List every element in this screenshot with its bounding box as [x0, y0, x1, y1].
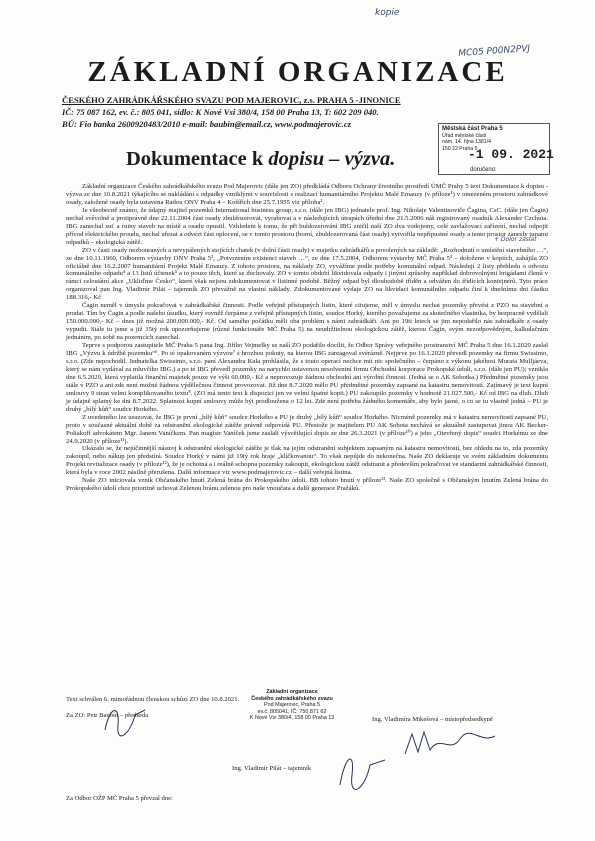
signature-label-office: Za Odbor OŽP MČ Praha 5 převzal dne:	[66, 795, 173, 802]
org-stamp-line-3: Pod Majerovic, Praha 5	[263, 702, 321, 708]
handwritten-kopie: kopie	[375, 8, 400, 18]
letterhead-line-2: IČ: 75 087 162, ev. č.: 805 041, sídlo: K Nové Vsi 380/4, 158 00 Praha 13, T: 602 209 040.	[62, 107, 379, 117]
paragraph: Základní organizace Českého zahrádkářského svazu Pod Majerovic (dále jen ZO) předkládá Odboru Ochrany životního prostředí ÚMČ Prahy 5 text Dokumentace k dopisu - výzva ze dne 10.8.2021 týkajícího se nakládání s odpadky vzniklými v souvislosti s realizací humanitárního Projektu Malé Emauzy (v příloze¹) v omezeném prostoru zahrádkové osady, založené osady byla ustavena Radou ONV Praha 4 – Košířích dne 25.7.1955 viz příloha².	[66, 183, 548, 206]
letterhead-line-3: BÚ: Fio banka 2600920483/2010 e-mail: baubin@email.cz, www.podmajerovic.cz	[62, 119, 351, 129]
intake-stamp-line-2: Úřad městské části	[442, 132, 487, 139]
org-stamp-line-4: ev.č. 805041, IČ: 750 871 62	[257, 708, 327, 715]
intake-stamp-line-1: Městská část Praha 5	[442, 126, 503, 132]
secretary-signature	[330, 745, 390, 795]
approval-note: Text schválen 6. mimořádnou členskou schůzí ZO dne 10.8.2021.	[66, 696, 240, 703]
org-stamp-line-5: K Nové Vsi 380/4, 158 00 Praha 13	[249, 715, 335, 721]
vice-chair-signature	[400, 724, 500, 764]
intake-stamp-date: -1 09. 2021	[468, 147, 554, 162]
signature-label-chairman: Za ZO: Petr Baubín – předseda	[66, 712, 149, 719]
org-stamp-line-2: Českého zahrádkářského svazu	[251, 695, 333, 702]
intake-stamp-line-4: 150 22 Praha 5	[442, 145, 478, 152]
paragraph: Čagin neměl v úmyslu pokračovat v zahrádkářské činnosti. Podle veřejně přístupných listin, které citujeme, měl v úmyslu nechat pozemky převést z PZO na stavební a prodat. Tím by Čagin a podle našeho úsudku, který rovněž čerpáme z veřejně přístupných listin, soudce Horký, kterého považujeme za skutečného vlastníka, by bezpracně vydělali 150.000.000,- Kč – dnes již možná 200.000.000,- Kč. Od samého počátku měli oba problém s námi zahrádkáři. Ani po 19ti letech se jim nepodařilo nás zahrádkáře z osady vypudit. Stále tu jsme a již 15tý rok upozorňujeme (různé funkcionáře MČ Praha 5) na neudržitelnou ekologickou zátěž, kterou Čagin, svým nezodpovědným, kalkulačním jednáním, po sobě na pozemcích zanechal.	[66, 302, 548, 342]
organization-title: ZÁKLADNÍ ORGANIZACE	[87, 56, 508, 88]
handwritten-reference: MC05 P00N2PVJ	[458, 43, 531, 59]
paragraph: Naše ZO iniciovala vznik Občanského hnutí Zelená brána do Prokopského údolí. BB tohoto hnutí v příloze¹³. Naše ZO společně s Občanským hnutím Zelená brána do Prokopského údolí chce prioritně uchovat Zelenou bránu zelenou pro naše vnoučata a další generace Pražáků.	[66, 477, 548, 493]
intake-stamp-received: doručeno:	[470, 167, 497, 173]
document-title	[126, 148, 395, 171]
paragraph: ZO v části osady nezbouraných a nevypálených stojících chatek (v dolní části osady) v majetku zahrádkářů a povolených na základě: „Rozhodnutí o umístění stavebního …“, ze dne 10.11.1960, Odborem výstavby ONV Praha 5², „Potvrzením existenci staveb …“, ze dne 17.5.2004, Odborem výstavby MČ Praha 5³ – doloženo v kopiích, zahájila ZO oficiálně dne 16.2.2007 humanitární Projekt Malé Emauzy. Z tohoto prostoru, na náklady ZO, vyvážíme podle potřeby komunální odpad. Následují 2 listy přehledu o odvozu komunálního odpadu⁴ a 13 listů účtenek⁵ a to pouze těch, které se dochovaly. ZO v tomto období likvidovala odpady i jinými způsoby například dobrovolnými brigádami členů v rámci celostátní akce „Ukliďme Česko“, které však nejsou zdokumentovat v listinné podobě. Běžný odpad byl dlouhodobě tříděn a odvážen do třídících kontejnerů. Tyto práce organizoval pan Ing. Vladimír Pilát – tajemník ZO převážně na vlastní náklady. Zdokumentované výdaje ZO na likvidaci komunálního odpadu činí k dnešnímu dni částku 188.316,- Kč	[66, 246, 548, 302]
signature-label-vice-chair: Ing. Vladimíra Mikešová – místopředsedkyně	[372, 716, 493, 723]
handwritten-note: + Dolor zaslat	[494, 236, 537, 243]
organization-stamp	[232, 689, 352, 722]
letterhead-line-1: ČESKÉHO ZAHRÁDKÁŘSKÉHO SVAZU POD MAJEROVIC, z.s. PRAHA 5 -JINONICE	[62, 95, 401, 105]
paragraph: Teprve s podporou zastupitele MČ Praha 5 pana Ing. Jiřího Vejmelky se naší ZO podařilo docílit, že Odbor Správy veřejného prostranství MČ Praha 5 dne 16.1.2020 zaslal IBG „Výzvu k údržbě pozemku“⁶. Po té opakovaném výzvou⁷ s hrozbou pokuty, na kterou IBG zareagoval svérázně. Nejprve po 16.1.2020 převedl pozemky na firmu Swissimo, s.r.o. (Zde nepochodil. Jednatelka Swissimo, s.r.o. paní Alexandra Kala prohlásila, že s touto operací nechce mít nic společného – čerpáno z výkonu jakéhosi Murata Mulljáeva, který se nám vydával za mluvčího IBG.) a po té IBG převedl pozemky na narychlo ustavenou nesolventní firmu Obchodní korporace Prokopské údolí, s.r.o. (dále jen PU); vznikla dne 6.5.2020, která vyplatila finanční majetek pouze ve výši 60.000,- Kč a neprovozuje žádnou obchodní ani výrobní činnost. (Jedná se o AK Sobotka.) Předmětné pozemky jsou stále v PZO a ani zde není možné žádnou výdělečnou činnost provozovat. Již dne 8.7.2020 mělo PU předmětné pozemky zapsané na katastru nemovitostí. Zajímavý je text kupní smlouvy 9 stran velmi komplikovaného textu⁸. (ZO má tento text k dispozici jen ve velmi špatné kopii.) PU zakoupilo pozemky v hodnotě 21.027.500,- Kč od IBG na dluh. Dluh je údajně splatný ke dni 8.7.2022. Splatnost kupní smlouvy může být prodloužena o 12 let. Zde není potřeba žádného komentáře, aby bylo jasné, o co se tu vlastně jedná – PU je druhý „bílý kůň“ soudce Horkého.	[66, 342, 548, 413]
document-title-italic: dopisu – výzva.	[268, 148, 396, 170]
paragraph: Je všeobecně známo, že údajný majitel pozemků International business group, s.r.o. (dále jen IBG) jednatele prof. Ing. Nikolaje Valentinoviče Čagina, CsC. (dále jen Čagin) nechal svévolně a protiprávně dne 22.11.2004 část osady zbuldozerovat, vyrabovat a v následujících útrapách úřední dne 21.5.2006 náš registrovaný osadník Alexander Czchuta. IBG zanechal suť a ruiny staveb na místě a osadu opustil. Vzhledem k tomu, že při buldozerování IBG zničil naší ZO dva vodojemy, celé zavlažovací zařízení, nechal odpojit přívod elektrického proudu, nechal uřezat a odvézt část oplocení, se v tomto prostoru (borní, zbuldozerovaná část osady) vytvořila nepřípustné osady a tento prostor zanesly tunami odpadků – ekologická zátěž.	[66, 206, 548, 246]
paragraph: Ukázalo se, že nejúčinnější nástroj k odstranění ekologické zátěže je tlak na jejím odstranění subjektem zapsaným na katastru nemovitostí, bez ohledu na to, zda pozemky zakoupil, nebo nákup jen předstírá. Soudce Horký v námi již 19tý rok hraje „klíčkovanou“. To však nepůjde do nekonečna. Naše ZO deklaruje ve svém základním dokumentu Projekt revitalizace osady (v příloze¹²), že je ochotna a i reálně schopna pozemky zakoupit, ekologickou zátěž odstranit a především pokračovat ve standartní zahrádkářské činnosti, která byla v roce 2002 násilně přerušena. Další informace viz www.podmajerovic.cz – další veřejná listina.	[66, 445, 548, 477]
document-body	[66, 183, 548, 493]
chairman-signature	[100, 700, 150, 740]
intake-stamp-line-3: nám. 14. října 1381/4	[442, 139, 492, 145]
document-title-plain: Dokumentace k	[126, 148, 269, 170]
paragraph: Z uvedeného lze usuzovat, že IBG je první „bílý kůň“ soudce Horkého a PU je druhý „bílý kůň“ soudce Horkého. Nicméně pozemky má v katastru nemovitostí zapsané PU, proto v současné aktuální době za odstranění ekologické zátěže právně odpovídá PU. Přestože je majitelem PU AK Sobota nechává se aktuálně zastupovat jinou AK Becker-Poliakoff advokátem Mgr. Janem Vaníčkem. Pan magistr Vaníček jsme zaslali výsvětlující dopis ze dne 26.3.2021 (v příloze¹⁰) a jeho „Otevřený dopis“ soudci Horkému ze dne 24.9.2020 (v příloze¹¹).	[66, 413, 548, 445]
signature-label-secretary: Ing. Vladimír Pilát – tajemník	[232, 765, 312, 772]
org-stamp-line-1: Základní organizace	[266, 689, 318, 695]
